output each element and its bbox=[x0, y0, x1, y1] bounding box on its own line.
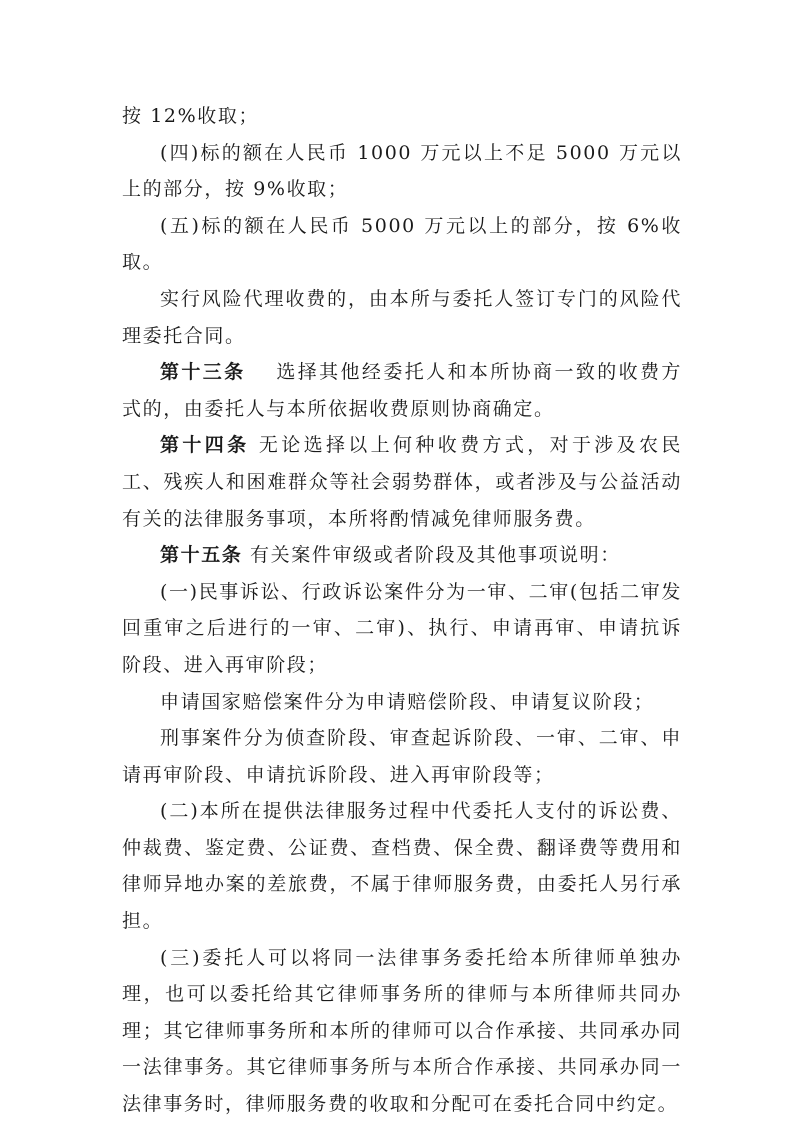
article-label: 第十五条 bbox=[160, 544, 243, 567]
paragraph-text: (一)民事诉讼、行政诉讼案件分为一审、二审(包括二审发回重审之后进行的一审、二审)、执行、申请再审、申请抗诉阶段、进入再审阶段； bbox=[122, 580, 682, 676]
article-text: 无论选择以上何种收费方式，对于涉及农民工、残疾人和困难群众等社会弱势群体，或者涉及与公益活动有关的法律服务事项，本所将酌情减免律师服务费。 bbox=[122, 434, 682, 530]
paragraph-text: 按 12%收取； bbox=[122, 105, 260, 127]
article-text: 选择其他经委托人和本所协商一致的收费方式的，由委托人与本所依据收费原则协商确定。 bbox=[122, 361, 683, 420]
paragraph-text: (二)本所在提供法律服务过程中代委托人支付的诉讼费、仲裁费、鉴定费、公证费、查档费、保全费、翻译费等费用和律师异地办案的差旅费，不属于律师服务费，由委托人另行承担。 bbox=[122, 800, 682, 933]
paragraph-criminal-cases bbox=[122, 720, 682, 793]
paragraph-state-compensation bbox=[122, 684, 682, 721]
article-text: 有关案件审级或者阶段及其他事项说明： bbox=[250, 544, 621, 567]
article-13 bbox=[122, 354, 682, 427]
paragraph-item-5 bbox=[122, 208, 682, 281]
paragraph-text: 实行风险代理收费的，由本所与委托人签订专门的风险代理委托合同。 bbox=[122, 287, 682, 347]
paragraph-text: (五)标的额在人民币 5000 万元以上的部分，按 6%收取。 bbox=[122, 214, 682, 274]
paragraph-continuation bbox=[122, 98, 682, 135]
paragraph-text: 刑事案件分为侦查阶段、审查起诉阶段、一审、二审、申请再审阶段、申请抗诉阶段、进入再审阶段等； bbox=[122, 727, 682, 786]
paragraph-joint-handling bbox=[122, 940, 682, 1123]
article-14 bbox=[122, 427, 682, 537]
paragraph-text: 申请国家赔偿案件分为申请赔偿阶段、申请复议阶段； bbox=[160, 690, 655, 713]
paragraph-expenses bbox=[122, 793, 682, 939]
paragraph-text: (三)委托人可以将同一法律事务委托给本所律师单独办理，也可以委托给其它律师事务所的律师与本所律师共同办理；其它律师事务所和本所的律师可以合作承接、共同承办同一法律事务。其它律师事务所与本所合作承接、共同承办同一法律事务时，律师服务费的收取和分配可在委托合同中约定。 bbox=[122, 946, 682, 1116]
paragraph-civil-cases bbox=[122, 574, 682, 684]
paragraph-item-4 bbox=[122, 135, 682, 208]
article-15 bbox=[122, 537, 682, 574]
paragraph-risk-agency bbox=[122, 281, 682, 354]
document-body bbox=[122, 98, 682, 1123]
article-label: 第十四条 bbox=[160, 434, 250, 457]
article-label: 第十三条 bbox=[160, 361, 246, 384]
paragraph-text: (四)标的额在人民币 1000 万元以上不足 5000 万元以上的部分，按 9%收取； bbox=[122, 141, 682, 201]
